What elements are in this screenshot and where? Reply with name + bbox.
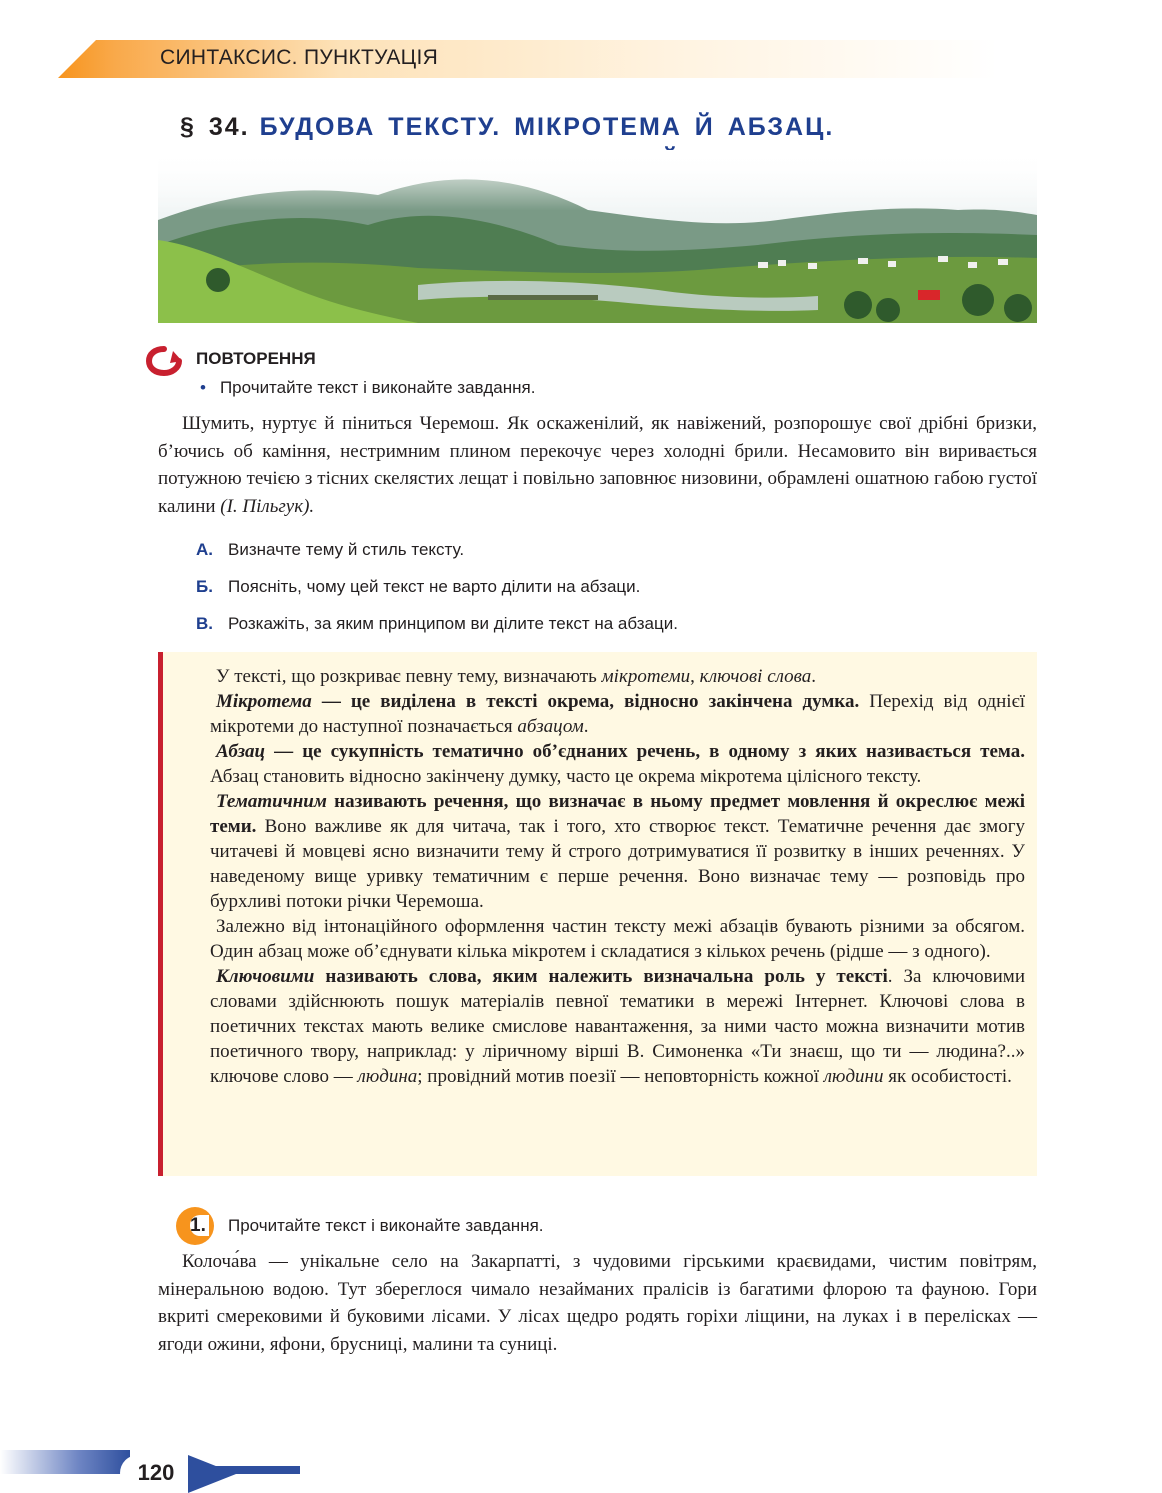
task-letter: В. (196, 614, 213, 633)
review-author: (І. Пільгук). (220, 495, 315, 517)
text: Воно важливе як для читача, так і того, хто створює текст. Тематичне речення дає змогу читачеві й мовцеві ясно визначити тему й строго дотримуватися її розвитку в інших реченнях. У наведеному вище уривку тематичним є перше речення. Воно визначає тему — розповідь про бурхливі потоки річки Черемоша. (210, 816, 1025, 912)
footer-bar (0, 1450, 130, 1474)
review-label: ПОВТОРЕННЯ (196, 349, 316, 368)
term: Абзац (216, 741, 266, 762)
definition: — це виділена в тексті окрема, відносно закінчена думка. (311, 691, 860, 712)
review-text-body: Шумить, нуртує й піниться Черемош. Як оскаженілий, як навіжений, розпорошує свої дрібні бризки, б’ючись об каміння, нестримним плином перекочує через холодні брили. Несамовито він виривається потужною течією з тісних скелястих лещат і повільно заповнює низовини, обрамлені ошатною габою густої калини (158, 413, 1037, 517)
term: абзацом (517, 716, 584, 737)
text: Абзац становить відносно закінчену думку, часто це окрема мікротема цілісного тексту. (210, 766, 922, 787)
task-item (196, 614, 678, 651)
theory-p1 (210, 664, 1025, 689)
task1-instruction: Прочитайте текст і виконайте завдання. (228, 1216, 544, 1235)
task-text: Поясніть, чому цей текст не варто ділити на абзаци. (228, 577, 641, 596)
task-letter: А. (196, 540, 213, 559)
theory-p4 (210, 789, 1025, 914)
page-arrow-icon (188, 1455, 236, 1493)
text: як особистості. (883, 1066, 1012, 1087)
task-text: Розкажіть, за яким принципом ви ділите текст на абзаци. (228, 614, 678, 633)
text: . (583, 716, 589, 737)
page-number: 120 (120, 1455, 192, 1491)
review-instruction-text: Прочитайте текст і виконайте завдання. (219, 378, 536, 397)
term: людини (823, 1066, 884, 1087)
definition: — це сукупність тематично об’єднаних речень, в одному з яких називається тема. (265, 741, 1025, 762)
repeat-arrow-icon (146, 346, 182, 376)
theory-p3 (210, 739, 1025, 789)
text: Перехід від однієї мікротеми до наступної позначається (210, 691, 1025, 737)
section-label: СИНТАКСИС. ПУНКТУАЦІЯ (160, 46, 439, 69)
task1-text: Колоча́ва — унікальне село на Закарпатті, з чудовими гірськими краєвидами, чистим повітрям, мінеральною водою. Тут збереглося чимало незайманих пралісів із багатими флорою та фауною. Гори вкриті смерековими й буковими лісами. У лісах щедро родять горіхи ліщини, на луках і в перелісках — ягоди ожини, яфони, брусниці, малини та суниці. (158, 1251, 1037, 1355)
theory-p5: Залежно від інтонаційного оформлення частин тексту межі абзаців бувають різними за обсягом. Один абзац може об’єднувати кілька мікротем і складатися з кількох речень (рідше — з одного). (210, 916, 1025, 962)
theory-p6 (210, 964, 1025, 1089)
landscape-image (158, 150, 1037, 323)
text: У тексті, що розкриває певну тему, визначають (216, 666, 602, 687)
text: ; провідний мотив поезії — неповторність кожної (417, 1066, 824, 1087)
theory-p2 (210, 689, 1025, 739)
term: мікротеми (601, 666, 691, 687)
term: ключові слова (699, 666, 812, 687)
landscape-illustration (158, 150, 1037, 323)
review-instruction (200, 378, 535, 398)
section-number: § 34. (180, 113, 250, 141)
task-list (196, 540, 678, 651)
task-number: 1. (190, 1215, 209, 1236)
term: Тематичним (216, 791, 327, 812)
bullet: • (200, 378, 206, 397)
term: Мікротема (216, 691, 312, 712)
text: . (811, 666, 817, 687)
text: , (690, 666, 700, 687)
theory-box (158, 652, 1037, 1176)
task-item (196, 577, 678, 614)
review-text (158, 410, 1037, 520)
task-text: Визначте тему й стиль тексту. (228, 540, 465, 559)
task-number-badge (176, 1207, 214, 1245)
definition: називають слова, яким належить визначальна роль у тексті (314, 966, 888, 987)
definition: називають речення, що визначає в ньому предмет мовлення й окреслює межі теми. (210, 791, 1025, 837)
term: людина (357, 1066, 418, 1087)
task-letter: Б. (196, 577, 213, 596)
term: Ключовими (216, 966, 315, 987)
title-line-1: БУДОВА ТЕКСТУ. МІКРОТЕМА Й АБЗАЦ. (259, 113, 835, 141)
task-item (196, 540, 678, 577)
text: . За ключовими словами здійснюють пошук матеріалів певної тематики в мережі Інтернет. Ключові слова в поетичних текстах мають велике смислове навантаження, за ними часто можна визначити мотив поетичного твору, наприклад: у ліричному вірші В. Симоненка «Ти знаєш, що ти — людина?..» ключове слово — (210, 966, 1025, 1087)
